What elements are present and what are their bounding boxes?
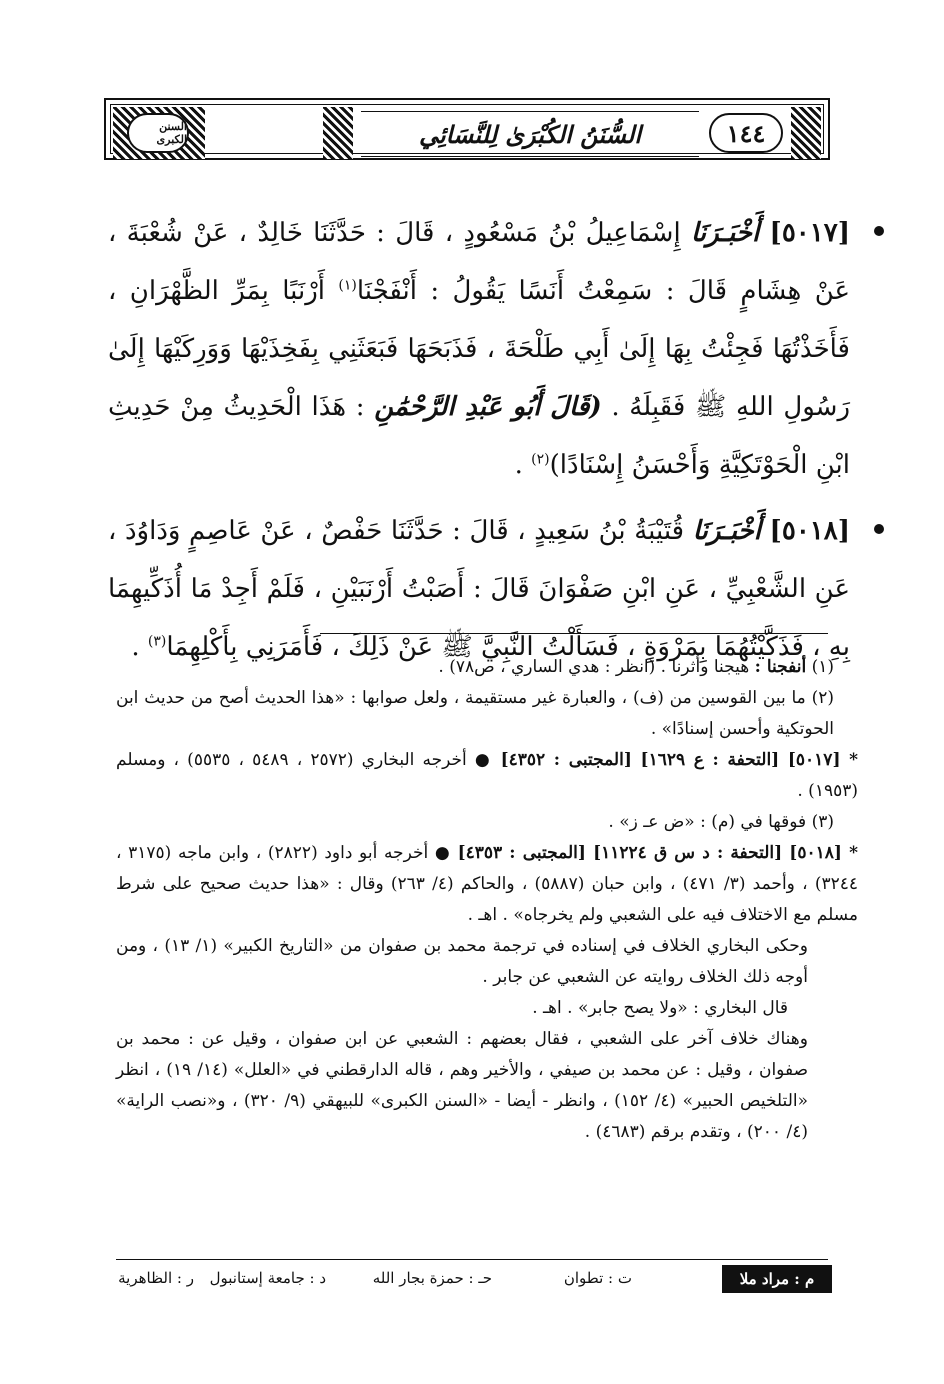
bullet-icon	[874, 226, 884, 236]
takhrij-paragraph: قال البخاري : «ولا يصح جابر» . اهـ .	[532, 998, 788, 1018]
main-text	[108, 204, 850, 684]
hadith-number: [٥٠١٧]	[769, 218, 850, 248]
legend-m: م : مراد ملا	[722, 1265, 832, 1293]
takhrij-text: ● أخرجه البخاري (٢٥٧٢ ، ٥٤٨٩ ، ٥٥٣٥) ، ومسلم (١٩٥٣) .	[116, 750, 858, 801]
book-title: السُّنَنُ الكُبْرَىٰ لِلنَّسَائِي	[361, 111, 699, 157]
ornament-pattern	[791, 107, 821, 159]
footnote-2: (٢) ما بين القوسين من (ف) ، والعبارة غير مستقيمة ، ولعل صوابها : «هذا الحديث أصح من حديث ابن الحوتكية وأحسن إسنادًا» .	[116, 688, 834, 739]
footnote-divider	[320, 633, 828, 634]
takhrij-ref: * [٥٠١٨] [التحفة : د س ق ١١٢٢٤] [المجتبى : ٤٣٥٣]	[457, 843, 858, 863]
hadith-end: .	[131, 632, 148, 662]
takhrij-paragraph: وهناك خلاف آخر على الشعبي ، فقال بعضهم : الشعبي عن ابن صفوان ، وقيل عن : محمد بن صفوان ، وقيل : عن محمد بن صيفي ، والأخير وهم ، قاله الدارقطني في «العلل» (١٤/ ١٩) ، انظر «التلخيص الحبير» (٤/ ١٥٢) ، وانظر - أيضا - «السنن الكبرى» للبيهقي (٩/ ٣٢٠) ، و«نصب الراية» (٤/ ٢٠٠) ، وتقدم برقم (٤٦٨٣) .	[116, 1029, 808, 1142]
takhrij-5017	[116, 745, 858, 807]
footnote-term: أنفجنا :	[754, 657, 807, 677]
qala: (قَالَ	[550, 392, 602, 422]
hadith-text: أَرْنَبًا بِمَرِّ الظَّهْرَانِ ، فَأَخَذْتُهَا فَجِئْتُ بِهَا إِلَىٰ أَبِي طَلْحَةَ ، فَذَبَحَهَا فَبَعَثَنِي بِفَخِذَيْهَا وَوَرِكَيْهَا إِلَىٰ رَسُولِ اللهِ ﷺ فَقَبِلَهُ .	[108, 276, 851, 422]
footnote-3: (٣) فوقها في (م) : «ض عـ ز» .	[608, 812, 834, 832]
hadith-text: إِسْمَاعِيلُ بْنُ مَسْعُودٍ ، قَالَ : حَدَّثَنَا خَالِدٌ ، عَنْ شُعْبَةَ ، عَنْ هِشَامٍ قَالَ : سَمِعْتُ أَنَسًا يَقُولُ : أَنْفَجْنَا	[108, 218, 851, 306]
akhbarana: أَخْبَـرَنَا	[690, 218, 760, 248]
legend-h: حـ : حمزة بجار الله	[372, 1269, 492, 1287]
hadith-text: قُتَيْبَةُ بْنُ سَعِيدٍ ، قَالَ : حَدَّثَنَا حَفْصٌ ، عَنْ عَاصِمٍ وَدَاوُدَ ، عَنِ الشَّعْبِيِّ ، عَنِ ابْنِ صَفْوَانَ قَالَ : أَصَبْتُ أَرْنَبَيْنِ ، فَلَمْ أَجِدْ مَا أُذَكِّيهِمَا بِهِ ، فَذَكَّيْتُهُمَا بِمَرْوَةٍ ، فَسَأَلْتُ النَّبِيَّ ﷺ عَنْ ذَلِكَ ، فَأَمَرَنِي بِأَكْلِهِمَا	[108, 516, 850, 662]
footnote-text: هيجنا وأثرنا . (انظر : هدي الساري ، ص٧٨) .	[438, 657, 750, 677]
hadith-text: : هَذَا الْحَدِيثُ مِنْ حَدِيثِ ابْنِ الْحَوْتَكِيَّةِ وَأَحْسَنُ إِسْنَادًا)	[108, 392, 850, 480]
header-frame	[110, 104, 824, 154]
ornament-pattern	[323, 107, 353, 159]
bullet-icon	[874, 524, 884, 534]
hadith-end: .	[514, 450, 532, 480]
footnote-ref[interactable]: (١)	[338, 277, 357, 294]
page-number: ١٤٤	[709, 113, 783, 153]
legend-d: د : جامعة إستانبول	[209, 1269, 326, 1287]
akhbarana: أَخْبَـرَنَا	[692, 516, 761, 546]
page-header	[104, 98, 830, 160]
manuscript-legend	[112, 1265, 832, 1295]
abu-abdulrahman: أَبُو عَبْدِ الرَّحْمَٰنِ	[374, 392, 541, 422]
takhrij-ref: * [٥٠١٧] [التحفة : ع ١٦٢٩] [المجتبى : ٤٣٥٢]	[500, 750, 859, 770]
takhrij-5018	[116, 838, 858, 931]
footnote-ref[interactable]: (٣)	[147, 633, 167, 650]
takhrij-paragraph: وحكى البخاري الخلاف في إسناده في ترجمة محمد بن صفوان من «التاريخ الكبير» (١/ ١٣) ، ومن أوجه ذلك الخلاف روايته عن الشعبي عن جابر .	[116, 936, 808, 987]
hadith-5018	[108, 502, 850, 676]
book-logo: السنن الكبرى	[127, 113, 189, 153]
footer-divider	[116, 1259, 828, 1260]
hadith-number: [٥٠١٨]	[769, 516, 851, 546]
legend-r: ر : الظاهرية	[118, 1269, 194, 1287]
hadith-5017	[108, 204, 850, 494]
footnote-ref[interactable]: (٢)	[531, 451, 550, 468]
takhrij-text: ● أخرجه أبو داود (٢٨٢٢) ، وابن ماجه (٣١٧٥ ، ٣٢٤٤) ، وأحمد (٣/ ٤٧١) ، وابن حبان (٥٨٨٧) ، والحاكم (٤/ ٢٦٣) وقال : «هذا حديث صحيح على شرط مسلم مع الاختلاف فيه على الشعبي ولم يخرجاه» . اهـ .	[116, 843, 858, 925]
footnote-1	[116, 652, 834, 683]
footnotes	[116, 652, 859, 1148]
footnote-number: (١)	[811, 657, 834, 677]
legend-t: ت : تطوان	[563, 1269, 632, 1287]
